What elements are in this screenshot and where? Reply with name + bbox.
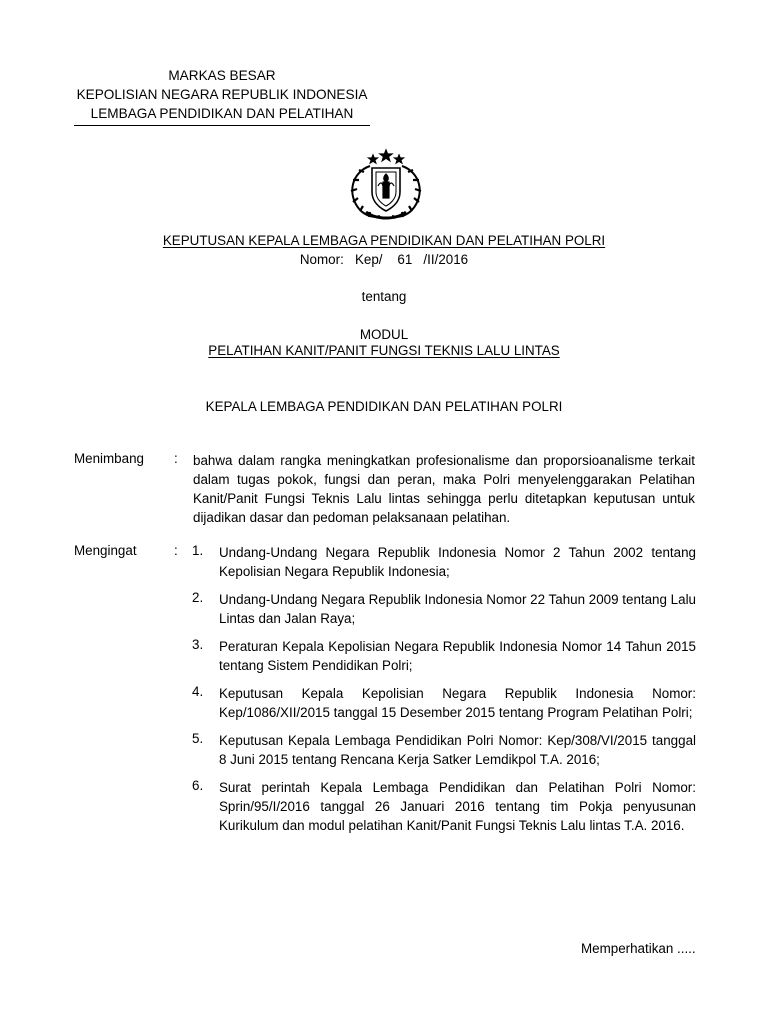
list-item: 5. Keputusan Kepala Lembaga Pendidikan Polri Nomor: Kep/308/VI/2015 tanggal 8 Juni 2015 tentang Rencana Kerja Satker Lemdikpol T.A. 2016; (192, 731, 696, 767)
letterhead (74, 66, 370, 126)
list-item: 6. Surat perintah Kepala Lembaga Pendidikan dan Pelatihan Polri Nomor: Sprin/95/I/2016 tanggal 26 Januari 2016 tentang tim Pokja penyusunan Kurikulum dan modul pelatihan Kanit/Panit Fungsi Teknis Lalu lintas T.A. 2016. (192, 778, 696, 833)
decree-about: tentang (361, 289, 407, 304)
mengingat-list (174, 543, 696, 844)
list-item: 1. Undang-Undang Negara Republik Indonesia Nomor 2 Tahun 2002 tentang Kepolisian Negara Republik Indonesia; (192, 543, 696, 579)
menimbang-text: bahwa dalam rangka meningkatkan profesionalisme dan proporsioanalisme terkait dalam tugas pokok, fungsi dan peran, maka Polri menyelenggarakan Pelatihan Kanit/Panit Fungsi Teknis Lalu lintas sehingga perlu ditetapkan keputusan untuk dijadikan dasar dan pedoman pelaksanaan pelatihan. (193, 453, 695, 525)
decree-subject-1: MODUL (359, 327, 409, 342)
list-item: 2. Undang-Undang Negara Republik Indonesia Nomor 22 Tahun 2009 tentang Lalu Lintas dan Jalan Raya; (192, 590, 696, 626)
letterhead-line-3: LEMBAGA PENDIDIKAN DAN PELATIHAN (90, 106, 354, 121)
decree-authority: KEPALA LEMBAGA PENDIDIKAN DAN PELATIHAN POLRI (205, 399, 563, 414)
decree-title: KEPUTUSAN KEPALA LEMBAGA PENDIDIKAN DAN PELATIHAN POLRI (162, 233, 606, 248)
mengingat-label: Mengingat (74, 543, 137, 558)
letterhead-rule (74, 125, 370, 126)
polri-emblem-icon (340, 148, 432, 222)
menimbang-colon: : (174, 451, 178, 466)
mengingat-colon: : (174, 543, 178, 558)
continuation-note: Memperhatikan ..... (581, 941, 696, 956)
menimbang-label: Menimbang (74, 451, 144, 466)
list-item: 3. Peraturan Kepala Kepolisian Negara Republik Indonesia Nomor 14 Tahun 2015 tentang Sistem Pendidikan Polri; (192, 637, 696, 673)
letterhead-line-2: KEPOLISIAN NEGARA REPUBLIK INDONESIA (76, 87, 368, 102)
letterhead-line-1: MARKAS BESAR (168, 68, 276, 83)
decree-number: Nomor: Kep/ 61 /II/2016 (299, 252, 469, 267)
list-item: 4. Keputusan Kepala Kepolisian Negara Republik Indonesia Nomor: Kep/1086/XII/2015 tanggal 15 Desember 2015 tentang Program Pelatihan Polri; (192, 684, 696, 720)
decree-subject-2: PELATIHAN KANIT/PANIT FUNGSI TEKNIS LALU LINTAS (208, 343, 560, 358)
